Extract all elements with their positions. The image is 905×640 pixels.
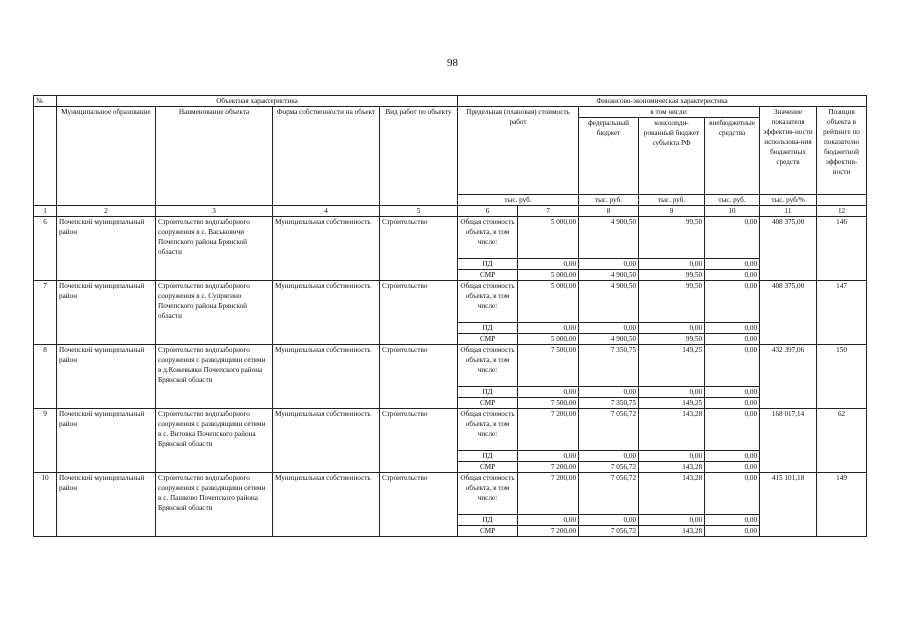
- row-pd-offbudget: 0,00: [705, 259, 760, 270]
- row-num: 10: [34, 473, 57, 537]
- column-number: 5: [380, 206, 458, 217]
- unit-offbudget: тыс. руб.: [705, 195, 760, 206]
- unit-cost: тыс. руб.: [458, 195, 579, 206]
- row-total-consolidated: 143,28: [639, 473, 705, 515]
- row-total-offbudget: 0,00: [705, 473, 760, 515]
- row-indicator: 168 017,14: [760, 409, 817, 473]
- column-number: 12: [817, 206, 867, 217]
- row-smr-federal: 7 056,72: [579, 526, 639, 537]
- row-object-name: Строительство водозаборного сооружения с разводящими сетями в с. Пашково Почепского района Брянской области: [156, 473, 273, 537]
- row-smr-label: СМР: [458, 462, 518, 473]
- row-total-label: Общая стоимость объекта, в том числе:: [458, 345, 518, 387]
- row-pd-label: ПД: [458, 387, 518, 398]
- row-pd-federal: 0,00: [579, 323, 639, 334]
- header-municipality: Муниципальное образование: [57, 107, 156, 206]
- row-smr-federal: 4 900,50: [579, 270, 639, 281]
- row-pd-label: ПД: [458, 515, 518, 526]
- financial-table: [33, 95, 867, 537]
- row-total-consolidated: 99,50: [639, 281, 705, 323]
- column-number: 6: [458, 206, 518, 217]
- row-total-federal: 7 056,72: [579, 409, 639, 451]
- row-num: 8: [34, 345, 57, 409]
- row-object-name: Строительство водозаборного сооружения с разводящими сетями в д.Кожевьяки Почепского района Брянской области: [156, 345, 273, 409]
- row-municipality: Почепский муниципальный район: [57, 281, 156, 345]
- row-smr-label: СМР: [458, 398, 518, 409]
- row-pd-label: ПД: [458, 259, 518, 270]
- row-num: 7: [34, 281, 57, 345]
- row-position: 146: [817, 217, 867, 281]
- row-smr-label: СМР: [458, 526, 518, 537]
- header-federal: федеральный бюджет: [579, 118, 639, 195]
- row-total-federal: 7 056,72: [579, 473, 639, 515]
- header-consolidated: консолиди-рованный бюджет субъекта РФ: [639, 118, 705, 195]
- row-indicator: 415 101,18: [760, 473, 817, 537]
- unit-position-empty: [817, 195, 867, 206]
- row-pd-cost: 0,00: [518, 323, 579, 334]
- row-work-type: Строительство: [380, 409, 458, 473]
- row-total-offbudget: 0,00: [705, 345, 760, 387]
- row-smr-consolidated: 99,50: [639, 334, 705, 345]
- row-smr-label: СМР: [458, 270, 518, 281]
- table-row: [34, 281, 867, 323]
- row-smr-cost: 5 000,00: [518, 270, 579, 281]
- row-pd-cost: 0,00: [518, 387, 579, 398]
- row-smr-consolidated: 99,50: [639, 270, 705, 281]
- row-pd-consolidated: 0,00: [639, 387, 705, 398]
- header-work-type: Вид работ по объекту: [380, 107, 458, 206]
- row-municipality: Почепский муниципальный район: [57, 409, 156, 473]
- header-max-cost: Предельная (плановая) стоимость работ: [458, 107, 579, 195]
- row-smr-federal: 4 900,50: [579, 334, 639, 345]
- unit-indicator: тыс. руб/%: [760, 195, 817, 206]
- header-object-group: Объектная характеристика: [57, 96, 458, 107]
- row-indicator: 432 397,06: [760, 345, 817, 409]
- row-smr-consolidated: 149,25: [639, 398, 705, 409]
- row-smr-cost: 7 500,00: [518, 398, 579, 409]
- column-number: 9: [639, 206, 705, 217]
- header-position: Позиция объекта в рейтинге по показателю бюджетной эффектив-ности: [817, 107, 867, 195]
- row-total-federal: 7 350,75: [579, 345, 639, 387]
- header-indicator: Значение показателя эффектив-ности использова-ния бюджетных средств: [760, 107, 817, 195]
- page-number: 98: [447, 57, 458, 69]
- row-pd-label: ПД: [458, 451, 518, 462]
- row-smr-offbudget: 0,00: [705, 398, 760, 409]
- row-total-federal: 4 900,50: [579, 217, 639, 259]
- header-finance-group: Финансово-экономическая характеристика: [458, 96, 867, 107]
- row-ownership: Муниципальная собственность: [273, 409, 380, 473]
- row-total-offbudget: 0,00: [705, 217, 760, 259]
- row-total-consolidated: 149,25: [639, 345, 705, 387]
- column-number: 10: [705, 206, 760, 217]
- row-total-cost: 7 200,00: [518, 473, 579, 515]
- row-pd-consolidated: 0,00: [639, 515, 705, 526]
- table-row: [34, 473, 867, 515]
- unit-consolidated: тыс. руб.: [639, 195, 705, 206]
- column-number: 4: [273, 206, 380, 217]
- row-smr-cost: 7 200,00: [518, 462, 579, 473]
- row-pd-consolidated: 0,00: [639, 451, 705, 462]
- row-ownership: Муниципальная собственность: [273, 281, 380, 345]
- row-smr-federal: 7 056,72: [579, 462, 639, 473]
- row-smr-offbudget: 0,00: [705, 526, 760, 537]
- row-total-label: Общая стоимость объекта, в том числе:: [458, 409, 518, 451]
- row-total-label: Общая стоимость объекта, в том числе:: [458, 281, 518, 323]
- row-position: 150: [817, 345, 867, 409]
- row-smr-cost: 5 000,00: [518, 334, 579, 345]
- row-total-consolidated: 99,50: [639, 217, 705, 259]
- row-ownership: Муниципальная собственность: [273, 217, 380, 281]
- row-work-type: Строительство: [380, 217, 458, 281]
- row-smr-cost: 7 200,00: [518, 526, 579, 537]
- column-number-row: [34, 206, 867, 217]
- header-offbudget: внебюджетные средства: [705, 118, 760, 195]
- row-object-name: Строительство водозаборного сооружения с разводящими сетями в с. Витовка Почепского района Брянской области: [156, 409, 273, 473]
- row-work-type: Строительство: [380, 345, 458, 409]
- header-num-empty: [34, 107, 57, 206]
- row-total-cost: 7 500,00: [518, 345, 579, 387]
- row-smr-federal: 7 350,75: [579, 398, 639, 409]
- row-smr-label: СМР: [458, 334, 518, 345]
- row-municipality: Почепский муниципальный район: [57, 345, 156, 409]
- row-object-name: Строительство водозаборного сооружения в с. Васьковичи Почепского района Брянской области: [156, 217, 273, 281]
- row-work-type: Строительство: [380, 473, 458, 537]
- row-work-type: Строительство: [380, 281, 458, 345]
- row-pd-cost: 0,00: [518, 259, 579, 270]
- row-position: 62: [817, 409, 867, 473]
- row-position: 147: [817, 281, 867, 345]
- table-row: [34, 217, 867, 259]
- row-pd-offbudget: 0,00: [705, 323, 760, 334]
- row-smr-consolidated: 143,28: [639, 526, 705, 537]
- row-total-label: Общая стоимость объекта, в том числе:: [458, 473, 518, 515]
- row-ownership: Муниципальная собственность: [273, 345, 380, 409]
- row-num: 9: [34, 409, 57, 473]
- row-pd-federal: 0,00: [579, 387, 639, 398]
- row-total-consolidated: 143,28: [639, 409, 705, 451]
- row-municipality: Почепский муниципальный район: [57, 217, 156, 281]
- row-smr-offbudget: 0,00: [705, 334, 760, 345]
- row-pd-cost: 0,00: [518, 451, 579, 462]
- column-number: 11: [760, 206, 817, 217]
- row-pd-label: ПД: [458, 323, 518, 334]
- row-total-label: Общая стоимость объекта, в том числе:: [458, 217, 518, 259]
- column-number: 8: [579, 206, 639, 217]
- column-number: 2: [57, 206, 156, 217]
- row-pd-offbudget: 0,00: [705, 451, 760, 462]
- row-pd-consolidated: 0,00: [639, 323, 705, 334]
- row-ownership: Муниципальная собственность: [273, 473, 380, 537]
- row-object-name: Строительство водозаборного сооружения в с. Супрягино Почепского района Брянской области: [156, 281, 273, 345]
- row-total-offbudget: 0,00: [705, 409, 760, 451]
- row-smr-offbudget: 0,00: [705, 270, 760, 281]
- row-position: 149: [817, 473, 867, 537]
- row-num: 6: [34, 217, 57, 281]
- row-pd-federal: 0,00: [579, 451, 639, 462]
- table-row: [34, 409, 867, 451]
- column-number: 1: [34, 206, 57, 217]
- row-pd-offbudget: 0,00: [705, 387, 760, 398]
- header-ownership: Форма собственности на объект: [273, 107, 380, 206]
- row-total-offbudget: 0,00: [705, 281, 760, 323]
- row-indicator: 408 375,00: [760, 281, 817, 345]
- row-indicator: 408 375,00: [760, 217, 817, 281]
- row-total-cost: 5 000,00: [518, 281, 579, 323]
- row-total-federal: 4 900,50: [579, 281, 639, 323]
- column-number: 7: [518, 206, 579, 217]
- row-pd-offbudget: 0,00: [705, 515, 760, 526]
- row-total-cost: 7 200,00: [518, 409, 579, 451]
- table-body: [34, 217, 867, 537]
- header-object-name: Наименование объекта: [156, 107, 273, 206]
- row-pd-cost: 0,00: [518, 515, 579, 526]
- row-pd-federal: 0,00: [579, 515, 639, 526]
- header-including: в том числе:: [579, 107, 760, 118]
- unit-federal: тыс. руб.: [579, 195, 639, 206]
- row-smr-consolidated: 143,28: [639, 462, 705, 473]
- row-smr-offbudget: 0,00: [705, 462, 760, 473]
- row-municipality: Почепский муниципальный район: [57, 473, 156, 537]
- row-pd-consolidated: 0,00: [639, 259, 705, 270]
- header-num: №: [34, 96, 57, 107]
- row-pd-federal: 0,00: [579, 259, 639, 270]
- table-row: [34, 345, 867, 387]
- row-total-cost: 5 000,00: [518, 217, 579, 259]
- column-number: 3: [156, 206, 273, 217]
